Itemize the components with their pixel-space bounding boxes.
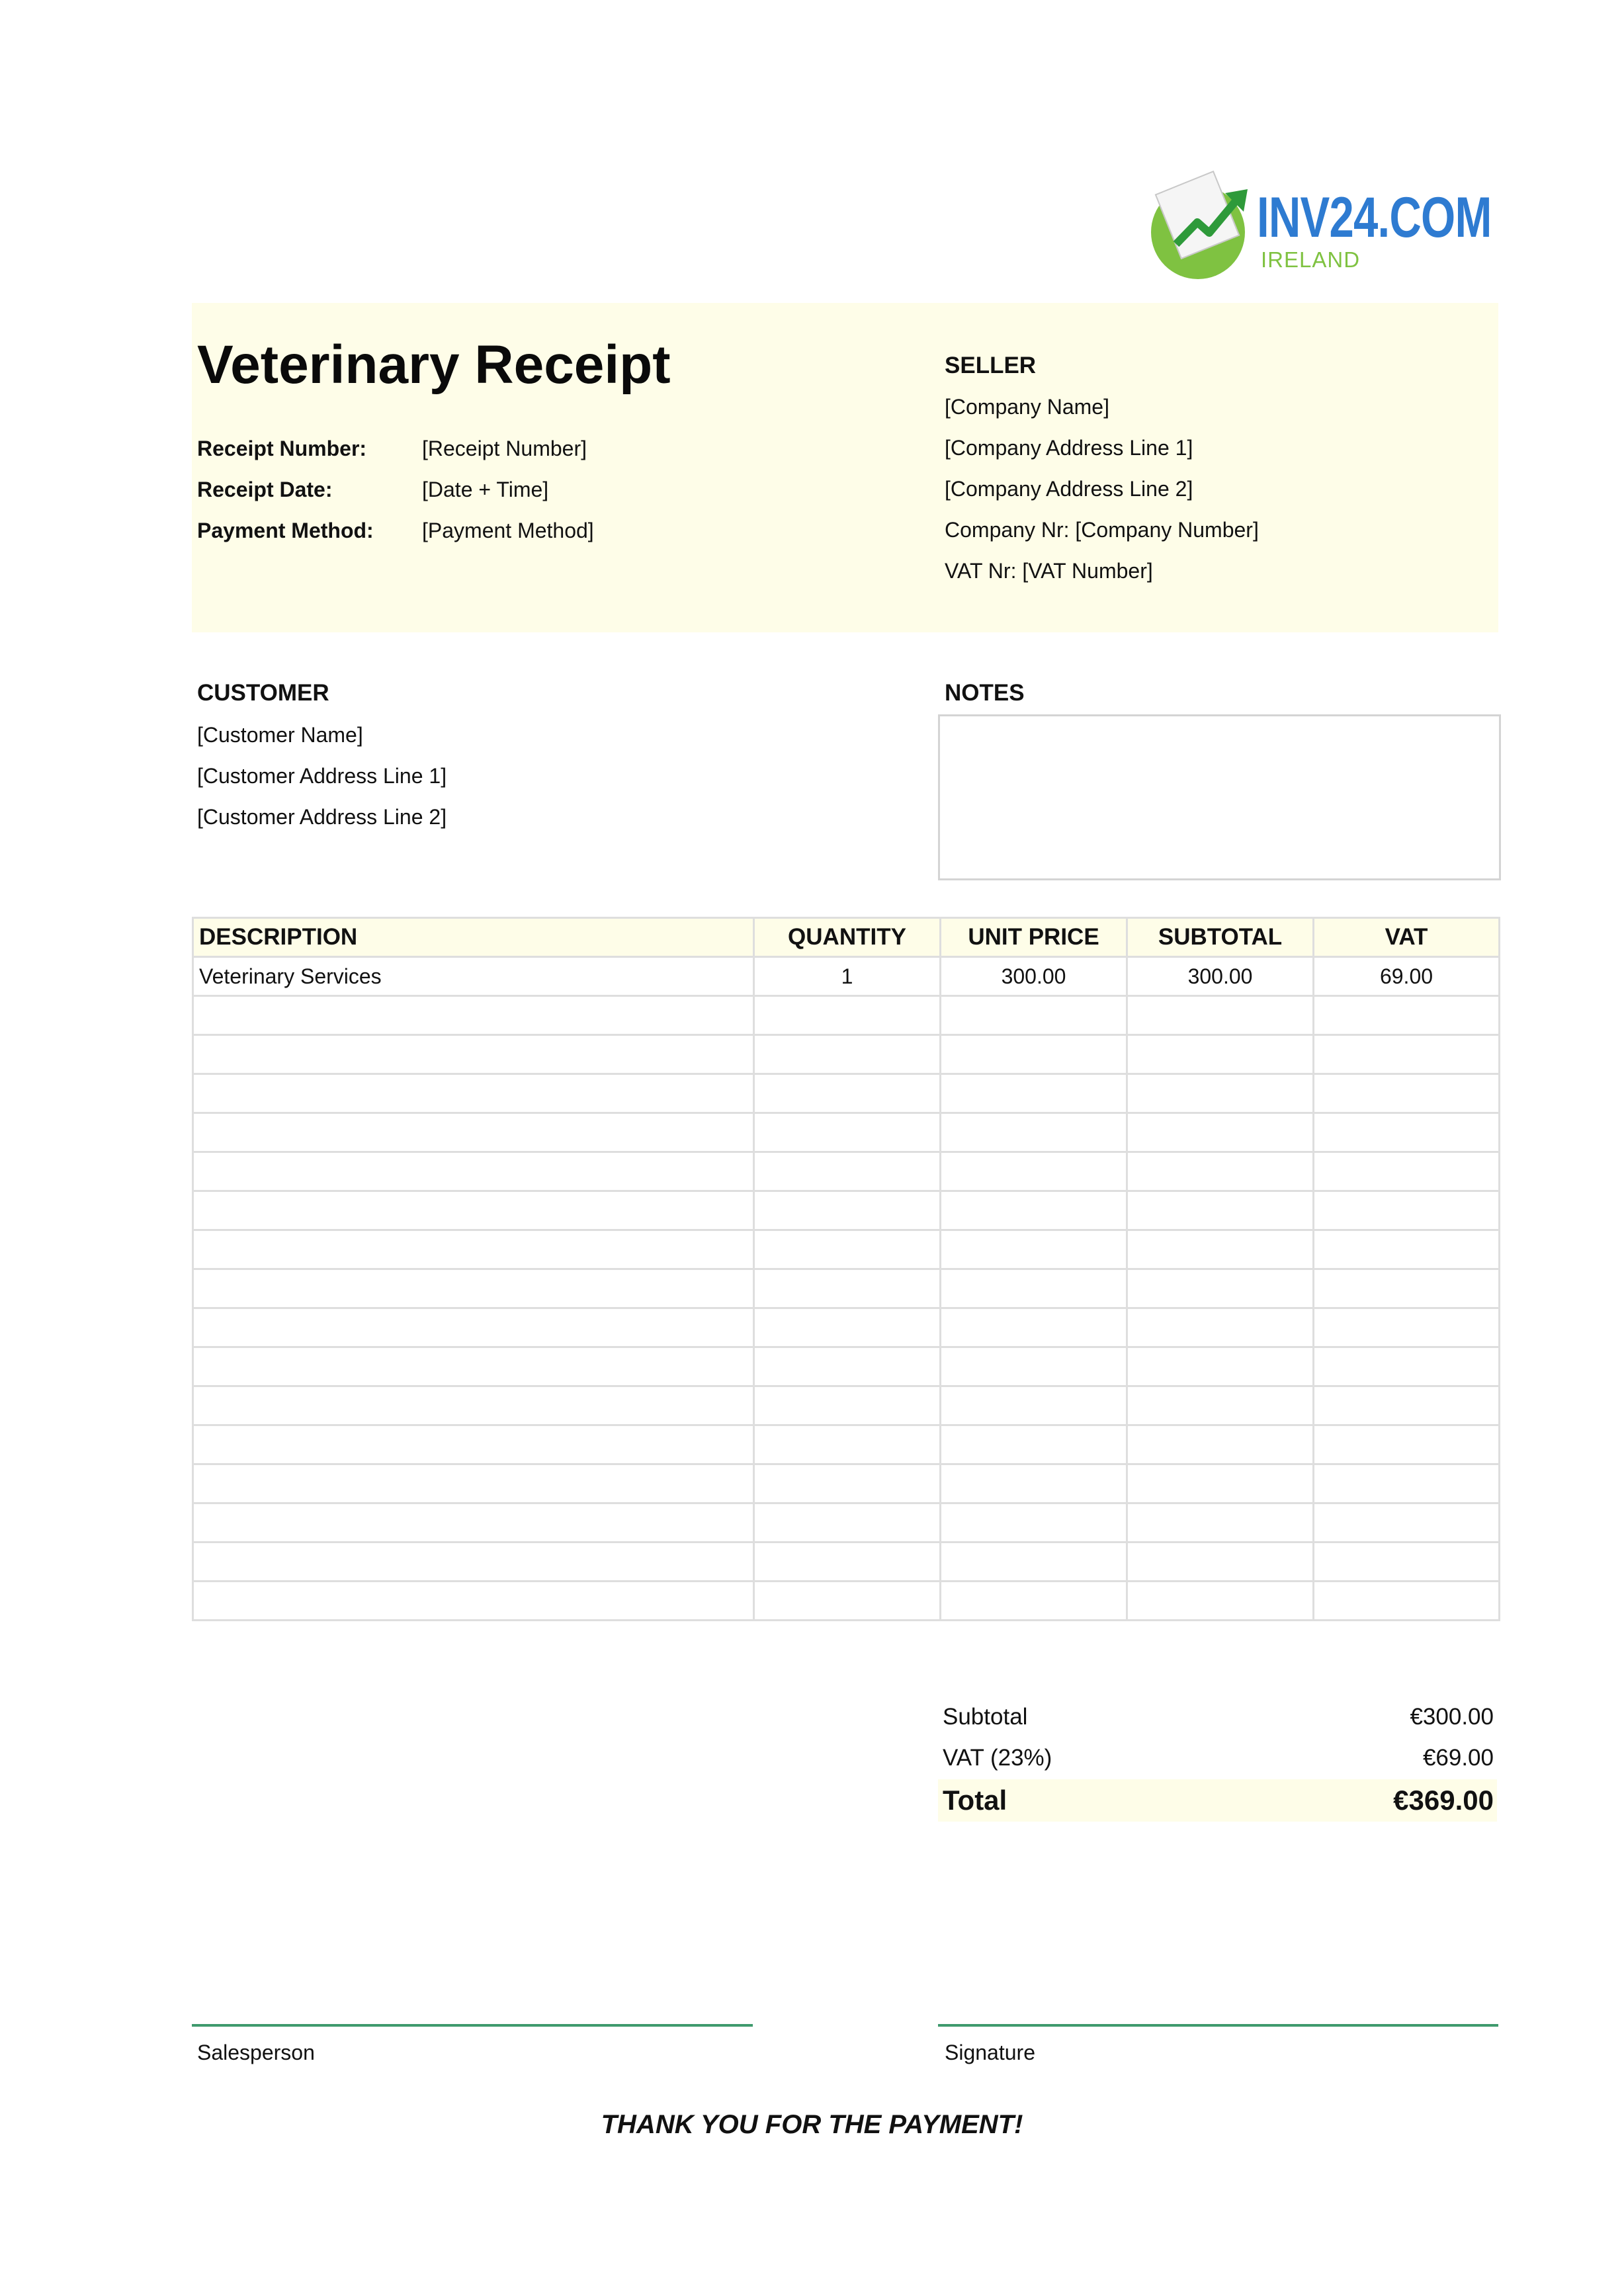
salesperson-signature-line[interactable] — [192, 2024, 753, 2027]
table-cell — [754, 1074, 941, 1113]
table-cell — [1127, 1269, 1314, 1308]
table-cell — [1127, 1425, 1314, 1464]
table-cell — [754, 1542, 941, 1582]
table-cell — [193, 1074, 754, 1113]
table-cell — [193, 1464, 754, 1503]
table-cell — [1314, 1035, 1500, 1074]
table-cell — [1314, 1152, 1500, 1191]
logo-wordmark: INV24.COM — [1257, 186, 1492, 249]
receipt-number-label: Receipt Number: — [197, 437, 367, 460]
table-cell — [941, 1542, 1127, 1582]
table-cell — [193, 1230, 754, 1269]
table-cell — [754, 996, 941, 1035]
table-row — [193, 1425, 1500, 1464]
table-cell — [754, 1347, 941, 1386]
vat-value: €69.00 — [1422, 1745, 1494, 1771]
receipt-number-value: [Receipt Number] — [422, 437, 587, 460]
table-cell — [941, 1191, 1127, 1230]
table-row — [193, 1230, 1500, 1269]
table-cell — [1314, 1308, 1500, 1347]
table-row — [193, 996, 1500, 1035]
table-cell — [193, 1503, 754, 1542]
item-quantity: 1 — [754, 957, 941, 996]
table-cell — [941, 1582, 1127, 1621]
table-cell — [754, 1425, 941, 1464]
table-cell — [1127, 1386, 1314, 1425]
payment-method-label: Payment Method: — [197, 519, 374, 542]
subtotal-value: €300.00 — [1410, 1704, 1494, 1730]
table-cell — [1314, 1074, 1500, 1113]
signature-line[interactable] — [938, 2024, 1498, 2027]
subtotal-label: Subtotal — [943, 1704, 1028, 1730]
table-cell — [754, 1113, 941, 1152]
table-cell — [1127, 1542, 1314, 1582]
seller-company-name: [Company Name] — [945, 395, 1109, 419]
table-cell — [941, 1152, 1127, 1191]
table-cell — [193, 1113, 754, 1152]
table-cell — [1127, 1074, 1314, 1113]
table-cell — [193, 1191, 754, 1230]
table-cell — [1127, 1191, 1314, 1230]
table-cell — [1314, 1347, 1500, 1386]
table-cell — [1314, 1230, 1500, 1269]
seller-company-number: Company Nr: [Company Number] — [945, 518, 1259, 542]
table-cell — [1314, 1542, 1500, 1582]
table-cell — [1314, 1582, 1500, 1621]
table-cell — [941, 1113, 1127, 1152]
table-cell — [193, 1152, 754, 1191]
growth-arrow-icon — [1171, 181, 1250, 254]
table-cell — [941, 1386, 1127, 1425]
seller-vat-number: VAT Nr: [VAT Number] — [945, 559, 1153, 583]
receipt-date-label: Receipt Date: — [197, 478, 333, 501]
table-cell — [193, 1308, 754, 1347]
item-vat: 69.00 — [1314, 957, 1500, 996]
table-cell — [1127, 1503, 1314, 1542]
column-header-unit-price: UNIT PRICE — [941, 918, 1127, 957]
table-cell — [754, 1386, 941, 1425]
table-cell — [1127, 1308, 1314, 1347]
table-cell — [1127, 1347, 1314, 1386]
table-row — [193, 1269, 1500, 1308]
item-subtotal: 300.00 — [1127, 957, 1314, 996]
company-logo — [1151, 173, 1492, 279]
table-cell — [754, 1503, 941, 1542]
notes-heading: NOTES — [945, 680, 1025, 706]
table-cell — [1314, 1269, 1500, 1308]
table-cell — [754, 1269, 941, 1308]
signature-label: Signature — [945, 2041, 1035, 2064]
table-cell — [941, 1347, 1127, 1386]
table-cell — [941, 1308, 1127, 1347]
table-cell — [941, 1074, 1127, 1113]
table-cell — [1127, 1464, 1314, 1503]
table-cell — [1314, 1425, 1500, 1464]
table-cell — [941, 1425, 1127, 1464]
table-header-row — [193, 918, 1500, 957]
table-row — [193, 1347, 1500, 1386]
item-description: Veterinary Services — [193, 957, 754, 996]
table-row — [193, 1582, 1500, 1621]
table-cell — [754, 1035, 941, 1074]
table-cell — [1127, 1582, 1314, 1621]
table-cell — [193, 1269, 754, 1308]
total-label: Total — [943, 1785, 1007, 1816]
item-unit-price: 300.00 — [941, 957, 1127, 996]
table-row — [193, 1308, 1500, 1347]
customer-address-line-2: [Customer Address Line 2] — [197, 805, 447, 829]
table-row — [193, 1113, 1500, 1152]
document-title: Veterinary Receipt — [197, 335, 671, 395]
table-cell — [941, 1035, 1127, 1074]
table-cell — [1314, 1113, 1500, 1152]
table-row — [193, 1152, 1500, 1191]
table-cell — [193, 1582, 754, 1621]
logo-country: IRELAND — [1261, 247, 1361, 272]
table-cell — [941, 1230, 1127, 1269]
column-header-quantity: QUANTITY — [754, 918, 941, 957]
seller-address-line-2: [Company Address Line 2] — [945, 477, 1193, 501]
receipt-date-value: [Date + Time] — [422, 478, 549, 501]
table-cell — [941, 1464, 1127, 1503]
table-cell — [193, 1542, 754, 1582]
table-cell — [754, 1191, 941, 1230]
column-header-vat: VAT — [1314, 918, 1500, 957]
table-cell — [1127, 1113, 1314, 1152]
salesperson-label: Salesperson — [197, 2041, 315, 2064]
table-cell — [941, 996, 1127, 1035]
table-cell — [754, 1308, 941, 1347]
table-cell — [1127, 1152, 1314, 1191]
table-row — [193, 1035, 1500, 1074]
table-row — [193, 1191, 1500, 1230]
column-header-subtotal: SUBTOTAL — [1127, 918, 1314, 957]
table-cell — [1314, 1191, 1500, 1230]
line-items-table — [192, 917, 1500, 1621]
total-value: €369.00 — [1393, 1785, 1494, 1816]
notes-field[interactable] — [938, 714, 1501, 880]
table-row — [193, 1464, 1500, 1503]
table-cell — [193, 1386, 754, 1425]
table-cell — [754, 1230, 941, 1269]
table-cell — [754, 1464, 941, 1503]
table-cell — [1127, 1035, 1314, 1074]
seller-heading: SELLER — [945, 353, 1037, 378]
table-cell — [193, 1035, 754, 1074]
column-header-description: DESCRIPTION — [193, 918, 754, 957]
table-cell — [1314, 1503, 1500, 1542]
table-cell — [1314, 996, 1500, 1035]
table-cell — [754, 1152, 941, 1191]
table-row — [193, 1503, 1500, 1542]
table-cell — [1127, 1230, 1314, 1269]
table-cell — [193, 996, 754, 1035]
table-cell — [193, 1347, 754, 1386]
table-cell — [193, 1425, 754, 1464]
customer-heading: CUSTOMER — [197, 680, 329, 706]
payment-method-value: [Payment Method] — [422, 519, 594, 542]
customer-name: [Customer Name] — [197, 723, 363, 747]
table-cell — [754, 1582, 941, 1621]
seller-address-line-1: [Company Address Line 1] — [945, 436, 1193, 460]
table-cell — [941, 1503, 1127, 1542]
customer-address-line-1: [Customer Address Line 1] — [197, 764, 447, 788]
table-row — [193, 1542, 1500, 1582]
table-row — [193, 1386, 1500, 1425]
table-cell — [1314, 1386, 1500, 1425]
vat-label: VAT (23%) — [943, 1745, 1052, 1771]
table-row — [193, 957, 1500, 996]
table-cell — [1314, 1464, 1500, 1503]
table-cell — [941, 1269, 1127, 1308]
thank-you-message: THANK YOU FOR THE PAYMENT! — [601, 2110, 1023, 2139]
table-cell — [1127, 996, 1314, 1035]
table-row — [193, 1074, 1500, 1113]
